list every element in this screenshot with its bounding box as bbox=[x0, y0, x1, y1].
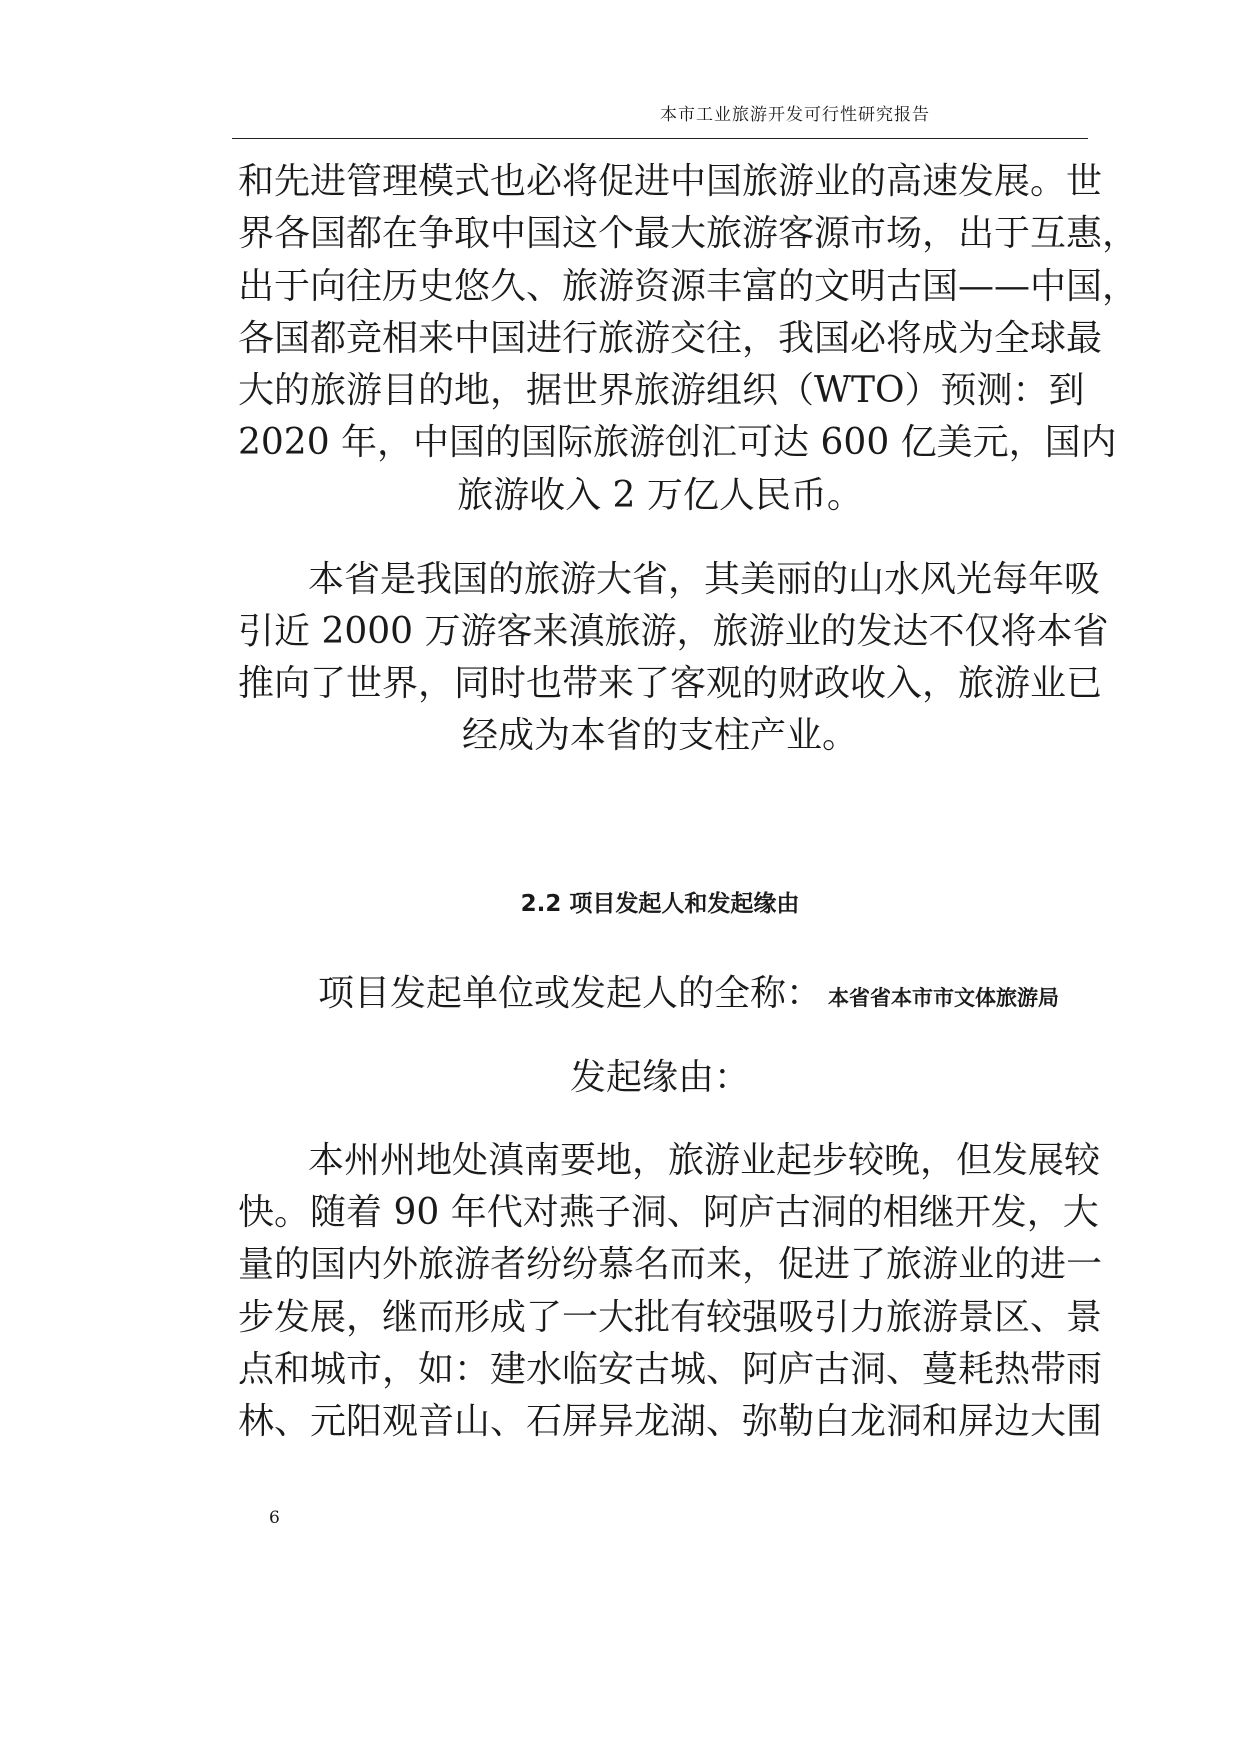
paragraph-line: 2020 年，中国的国际旅游创汇可达 600 亿美元，国内 bbox=[238, 422, 1117, 463]
sponsor-row bbox=[318, 966, 1059, 1022]
paragraph-line: 界各国都在争取中国这个最大旅游客源市场，出于互惠， bbox=[238, 213, 1139, 254]
sponsor-value: 本省省本市市文体旅游局 bbox=[828, 986, 1060, 1010]
section-heading: 2.2 项目发起人和发起缘由 bbox=[520, 891, 800, 917]
paragraph-line: 旅游收入 2 万亿人民币。 bbox=[457, 475, 863, 516]
paragraph-line: 和先进管理模式也必将促进中国旅游业的高速发展。世 bbox=[238, 161, 1103, 202]
paragraph-line: 快。随着 90 年代对燕子洞、阿庐古洞的相继开发，大 bbox=[238, 1192, 1099, 1233]
report-title: 本市工业旅游开发可行性研究报告 bbox=[660, 105, 930, 125]
paragraph-line: 点和城市，如：建水临安古城、阿庐古洞、蔓耗热带雨 bbox=[238, 1349, 1103, 1390]
paragraph-line: 引近 2000 万游客来滇旅游，旅游业的发达不仅将本省 bbox=[238, 611, 1109, 652]
reason-label: 发起缘由： bbox=[569, 1057, 750, 1098]
paragraph-line: 量的国内外旅游者纷纷慕名而来，促进了旅游业的进一 bbox=[238, 1244, 1103, 1285]
header-divider bbox=[232, 138, 1088, 139]
paragraph-line: 本省是我国的旅游大省，其美丽的山水风光每年吸 bbox=[308, 559, 1101, 600]
sponsor-label: 项目发起单位或发起人的全称： bbox=[318, 973, 823, 1014]
paragraph-line: 推向了世界，同时也带来了客观的财政收入，旅游业已 bbox=[238, 663, 1103, 704]
paragraph-line: 步发展，继而形成了一大批有较强吸引力旅游景区、景 bbox=[238, 1297, 1103, 1338]
paragraph-line: 大的旅游目的地，据世界旅游组织（WTO）预测：到 bbox=[238, 370, 1085, 411]
page-number: 6 bbox=[269, 1508, 280, 1528]
paragraph-line: 出于向往历史悠久、旅游资源丰富的文明古国——中国， bbox=[238, 266, 1139, 307]
paragraph-line: 本州州地处滇南要地，旅游业起步较晚，但发展较 bbox=[308, 1140, 1101, 1181]
paragraph-line: 林、元阳观音山、石屏异龙湖、弥勒白龙洞和屏边大围 bbox=[238, 1401, 1103, 1442]
paragraph-line: 各国都竞相来中国进行旅游交往，我国必将成为全球最 bbox=[238, 318, 1103, 359]
paragraph-line: 经成为本省的支柱产业。 bbox=[461, 715, 858, 756]
